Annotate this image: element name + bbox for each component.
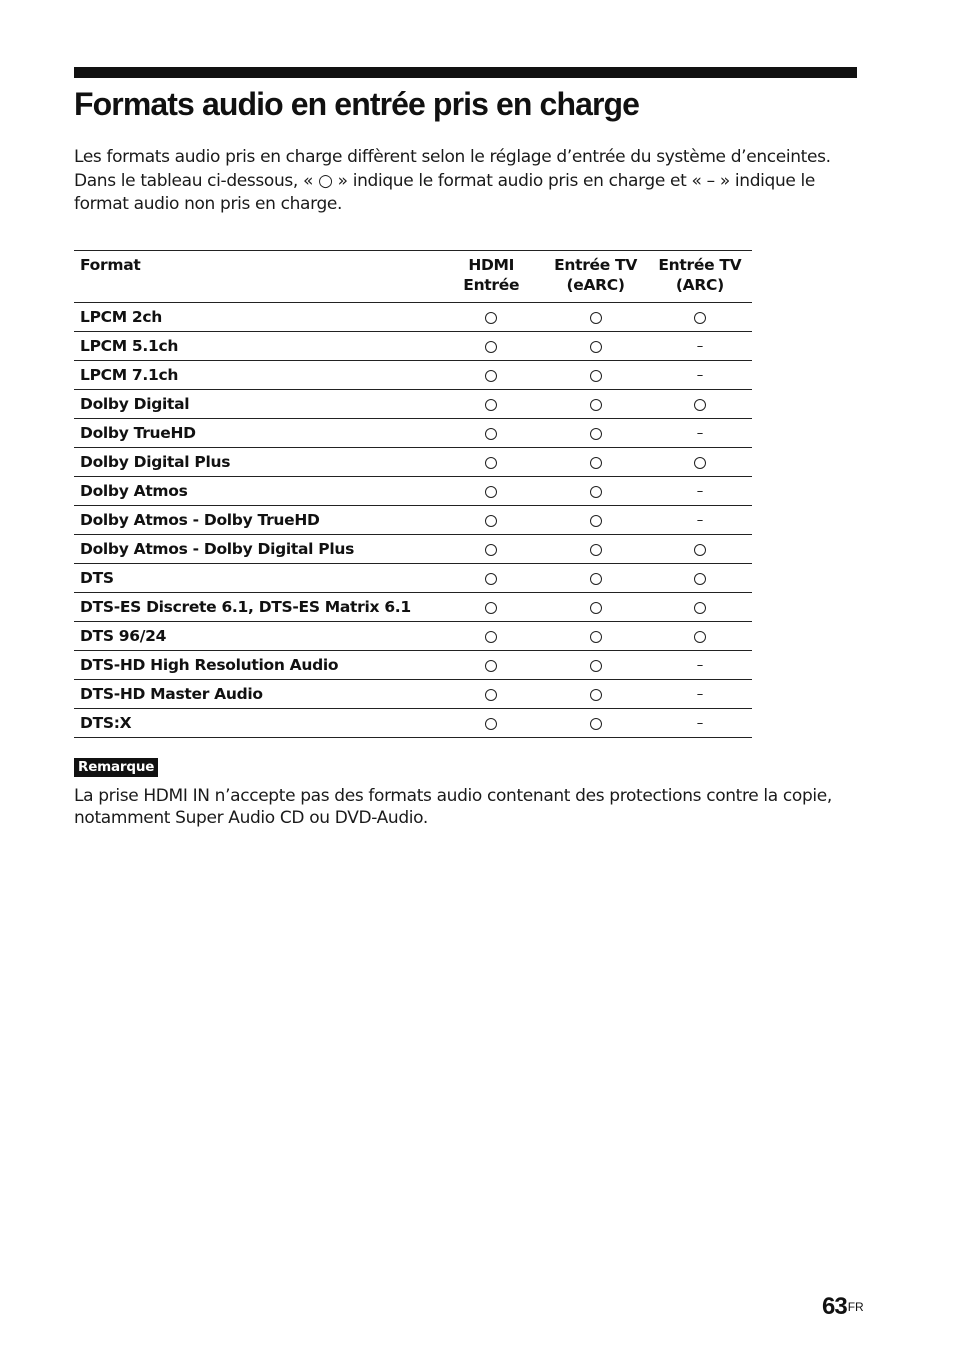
cell-hdmi [439, 419, 543, 448]
cell-arc [648, 361, 752, 390]
header-format: Format [74, 251, 439, 303]
header-hdmi-line: HDMI [468, 256, 515, 274]
cell-arc [648, 448, 752, 477]
circle-outline-icon [590, 428, 602, 440]
circle-outline-icon [590, 573, 602, 585]
dash-icon: – [696, 716, 703, 731]
circle-outline-icon [590, 689, 602, 701]
cell-earc [543, 419, 647, 448]
circle-outline-icon [590, 515, 602, 527]
cell-hdmi [439, 709, 543, 738]
header-hdmi-line: Entrée [463, 276, 520, 294]
cell-arc [648, 709, 752, 738]
table-row [74, 419, 752, 448]
circle-outline-icon [485, 573, 497, 585]
page-number [822, 1292, 864, 1322]
cell-hdmi [439, 506, 543, 535]
cell-format: LPCM 7.1ch [74, 361, 439, 390]
cell-hdmi [439, 564, 543, 593]
cell-hdmi [439, 622, 543, 651]
table-row [74, 709, 752, 738]
cell-format: Dolby Digital [74, 390, 439, 419]
cell-earc [543, 709, 647, 738]
table-row [74, 332, 752, 361]
header-hdmi [439, 251, 543, 303]
circle-outline-icon [590, 341, 602, 353]
table-row [74, 390, 752, 419]
header-arc-line: Entrée TV [658, 256, 742, 274]
intro-paragraph: Dans le tableau ci-dessous, « ○ » indique le format audio pris en charge et « – » indique le format audio non pris en charge. [74, 170, 816, 214]
cell-format: DTS-HD Master Audio [74, 680, 439, 709]
cell-hdmi [439, 477, 543, 506]
cell-arc [648, 477, 752, 506]
cell-format: Dolby Atmos - Dolby TrueHD [74, 506, 439, 535]
circle-outline-icon [590, 457, 602, 469]
circle-outline-icon [485, 399, 497, 411]
cell-earc [543, 477, 647, 506]
cell-arc [648, 419, 752, 448]
header-earc-line: (eARC) [566, 276, 625, 294]
header-arc-line: (ARC) [675, 276, 724, 294]
page-title: Formats audio en entrée pris en charge [74, 86, 640, 122]
dash-icon: – [696, 484, 703, 499]
cell-earc [543, 651, 647, 680]
table-row [74, 303, 752, 332]
cell-arc [648, 622, 752, 651]
cell-hdmi [439, 651, 543, 680]
circle-outline-icon [485, 544, 497, 556]
cell-arc [648, 303, 752, 332]
table-row [74, 622, 752, 651]
circle-outline-icon [485, 370, 497, 382]
circle-outline-icon [694, 457, 706, 469]
cell-format: DTS-HD High Resolution Audio [74, 651, 439, 680]
circle-outline-icon [485, 428, 497, 440]
table-row [74, 593, 752, 622]
circle-outline-icon [485, 486, 497, 498]
dash-icon: – [696, 513, 703, 528]
circle-outline-icon [590, 660, 602, 672]
cell-arc [648, 680, 752, 709]
circle-outline-icon [694, 399, 706, 411]
cell-earc [543, 506, 647, 535]
cell-hdmi [439, 303, 543, 332]
cell-earc [543, 332, 647, 361]
circle-outline-icon [590, 544, 602, 556]
circle-outline-icon [485, 312, 497, 324]
circle-outline-icon [590, 718, 602, 730]
cell-hdmi [439, 448, 543, 477]
cell-earc [543, 680, 647, 709]
table-row [74, 448, 752, 477]
circle-outline-icon [694, 544, 706, 556]
dash-icon: – [696, 426, 703, 441]
cell-earc [543, 303, 647, 332]
circle-outline-icon [590, 602, 602, 614]
cell-arc [648, 390, 752, 419]
dash-icon: – [696, 658, 703, 673]
cell-hdmi [439, 390, 543, 419]
table-row [74, 477, 752, 506]
circle-outline-icon [485, 515, 497, 527]
circle-outline-icon [485, 718, 497, 730]
cell-format: DTS:X [74, 709, 439, 738]
table-row [74, 680, 752, 709]
cell-arc [648, 332, 752, 361]
cell-format: DTS-ES Discrete 6.1, DTS-ES Matrix 6.1 [74, 593, 439, 622]
circle-outline-icon [694, 602, 706, 614]
page-language: FR [847, 1300, 864, 1314]
cell-earc [543, 593, 647, 622]
cell-arc [648, 593, 752, 622]
intro-paragraph: Les formats audio pris en charge diffèrent selon le réglage d’entrée du système d’enceintes. [74, 147, 831, 167]
cell-hdmi [439, 593, 543, 622]
cell-earc [543, 564, 647, 593]
table-row [74, 506, 752, 535]
cell-arc [648, 506, 752, 535]
cell-earc [543, 390, 647, 419]
cell-arc [648, 564, 752, 593]
cell-format: LPCM 2ch [74, 303, 439, 332]
dash-icon: – [696, 368, 703, 383]
table-row [74, 535, 752, 564]
circle-outline-icon [694, 631, 706, 643]
cell-format: Dolby Digital Plus [74, 448, 439, 477]
cell-format: DTS 96/24 [74, 622, 439, 651]
header-rule [74, 67, 857, 78]
circle-outline-icon [590, 631, 602, 643]
circle-outline-icon [590, 312, 602, 324]
cell-hdmi [439, 332, 543, 361]
header-earc-line: Entrée TV [554, 256, 638, 274]
circle-outline-icon [485, 660, 497, 672]
cell-hdmi [439, 680, 543, 709]
dash-icon: – [696, 339, 703, 354]
circle-outline-icon [590, 370, 602, 382]
dash-icon: – [696, 687, 703, 702]
table-row [74, 651, 752, 680]
cell-earc [543, 622, 647, 651]
cell-hdmi [439, 535, 543, 564]
cell-arc [648, 651, 752, 680]
note-label: Remarque [74, 758, 158, 777]
table-row [74, 361, 752, 390]
cell-hdmi [439, 361, 543, 390]
cell-earc [543, 535, 647, 564]
page-number-value: 63 [822, 1293, 847, 1320]
audio-formats-table [74, 250, 752, 738]
table-row [74, 564, 752, 593]
cell-earc [543, 448, 647, 477]
cell-earc [543, 361, 647, 390]
cell-format: Dolby Atmos - Dolby Digital Plus [74, 535, 439, 564]
note-text: La prise HDMI IN n’accepte pas des formats audio contenant des protections contre la copie, notamment Super Audio CD ou DVD-Audio. [74, 786, 832, 828]
cell-arc [648, 535, 752, 564]
circle-outline-icon [485, 341, 497, 353]
cell-format: DTS [74, 564, 439, 593]
circle-outline-icon [485, 689, 497, 701]
circle-outline-icon [694, 573, 706, 585]
circle-outline-icon [590, 399, 602, 411]
cell-format: Dolby Atmos [74, 477, 439, 506]
table-body [74, 303, 752, 738]
cell-format: Dolby TrueHD [74, 419, 439, 448]
intro-text [74, 146, 864, 217]
circle-outline-icon [485, 457, 497, 469]
header-arc [648, 251, 752, 303]
table-header-row [74, 251, 752, 303]
circle-outline-icon [590, 486, 602, 498]
header-earc [543, 251, 647, 303]
cell-format: LPCM 5.1ch [74, 332, 439, 361]
circle-outline-icon [485, 602, 497, 614]
circle-outline-icon [694, 312, 706, 324]
circle-outline-icon [485, 631, 497, 643]
